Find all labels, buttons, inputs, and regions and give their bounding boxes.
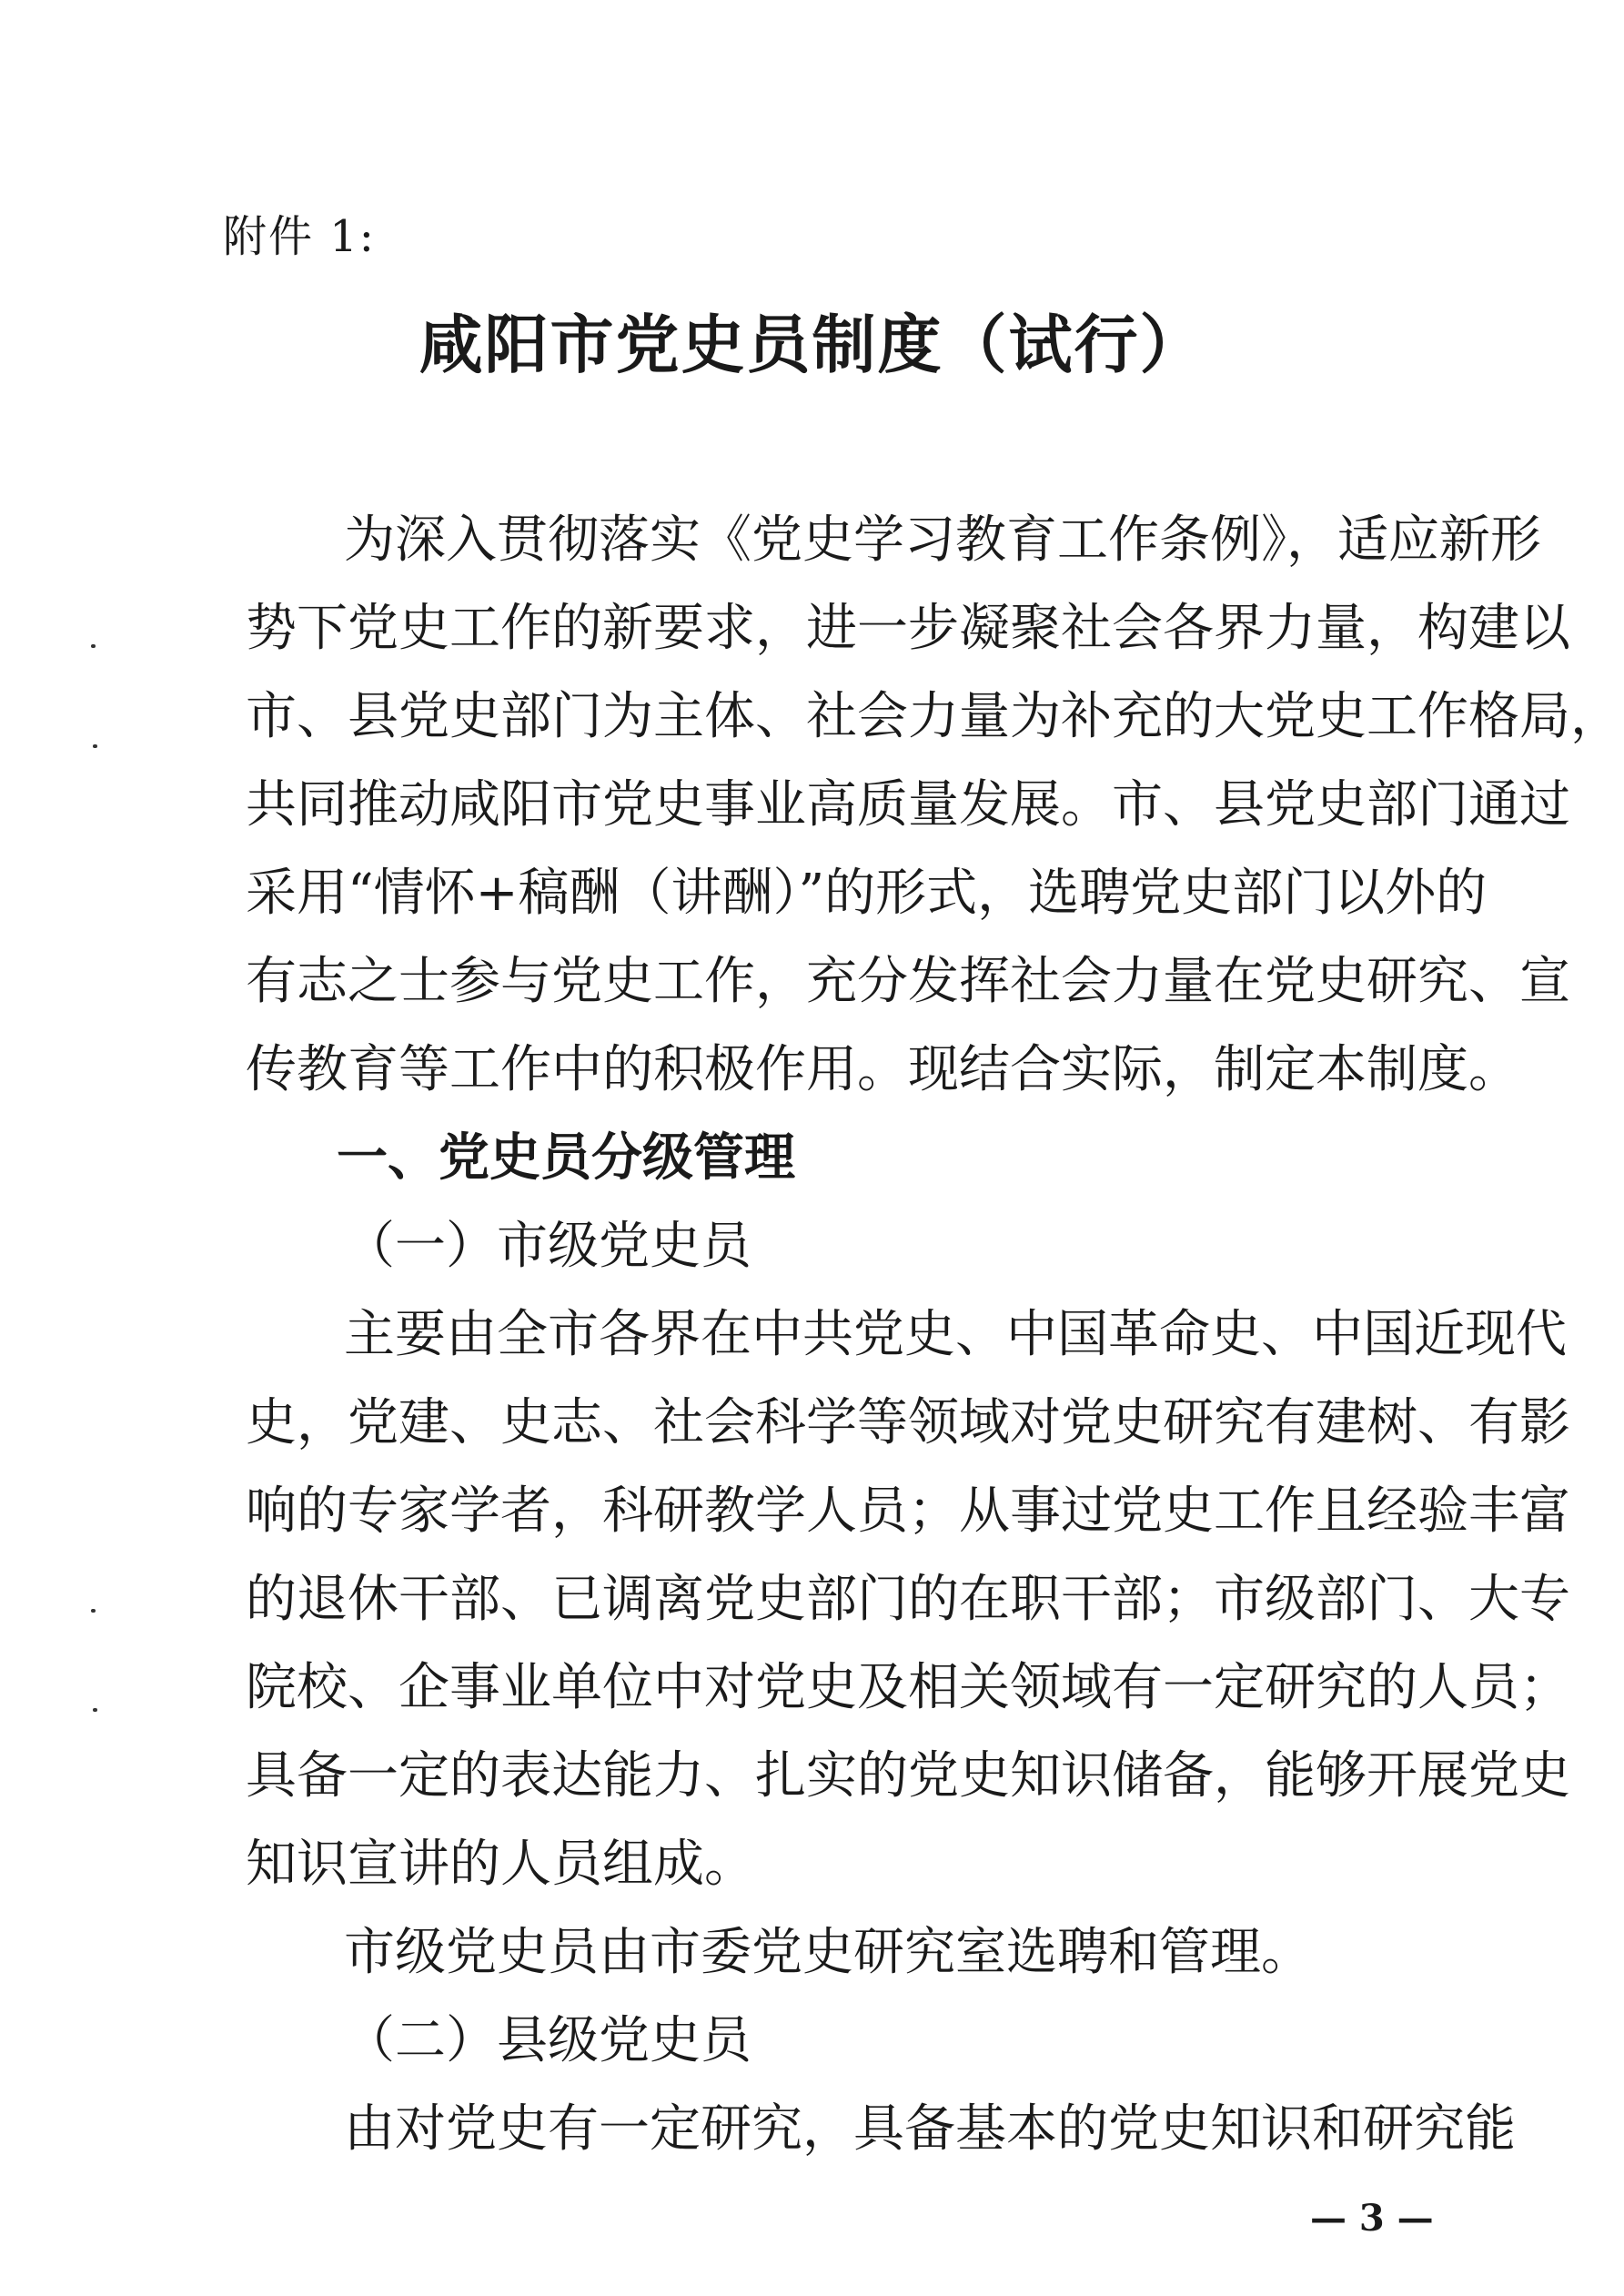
page-number: — 3 —: [1310, 2197, 1434, 2240]
body-line: 的退休干部、已调离党史部门的在职干部；市级部门、大专: [246, 1570, 1570, 1629]
body-line: 市级党史员由市委党史研究室选聘和管理。: [344, 1923, 1312, 1982]
subsection-heading: （一）市级党史员: [344, 1217, 751, 1276]
subsection-heading: （二）县级党史员: [344, 2011, 751, 2070]
section-heading: 一、党史员分级管理: [337, 1128, 795, 1188]
body-line: 院校、企事业单位中对党史及相关领域有一定研究的人员；: [246, 1658, 1570, 1717]
document-body: [246, 496, 1621, 2173]
scan-speck: [93, 1708, 97, 1712]
scan-speck: [91, 1609, 96, 1613]
scan-speck: [91, 644, 96, 648]
body-line: 市、县党史部门为主体、社会力量为补充的大党史工作格局，: [246, 687, 1621, 746]
body-line: 知识宣讲的人员组成。: [246, 1835, 755, 1894]
body-line: 势下党史工作的新要求，进一步凝聚社会各界力量，构建以: [246, 599, 1570, 658]
body-line: 史，党建、史志、社会科学等领域对党史研究有建树、有影: [246, 1393, 1570, 1452]
body-line: 有志之士参与党史工作，充分发挥社会力量在党史研究、宣: [246, 952, 1570, 1011]
body-line: 响的专家学者，科研教学人员；从事过党史工作且经验丰富: [246, 1482, 1570, 1541]
body-line: 为深入贯彻落实《党史学习教育工作条例》，适应新形: [344, 511, 1541, 570]
body-line: 传教育等工作中的积极作用。现结合实际，制定本制度。: [246, 1040, 1519, 1099]
body-line: 主要由全市各界在中共党史、中国革命史、中国近现代: [344, 1305, 1567, 1364]
body-line: 具备一定的表达能力、扎实的党史知识储备，能够开展党史: [246, 1746, 1570, 1805]
body-line: 共同推动咸阳市党史事业高质量发展。市、县党史部门通过: [246, 775, 1570, 834]
document-title: 咸阳市党史员制度（试行）: [419, 307, 1205, 382]
body-line: 由对党史有一定研究，具备基本的党史知识和研究能: [344, 2099, 1516, 2159]
attachment-label: 附件 1:: [223, 211, 376, 262]
scan-speck: [93, 744, 97, 748]
body-line: 采用“情怀+稿酬（讲酬）”的形式，选聘党史部门以外的: [246, 864, 1488, 923]
